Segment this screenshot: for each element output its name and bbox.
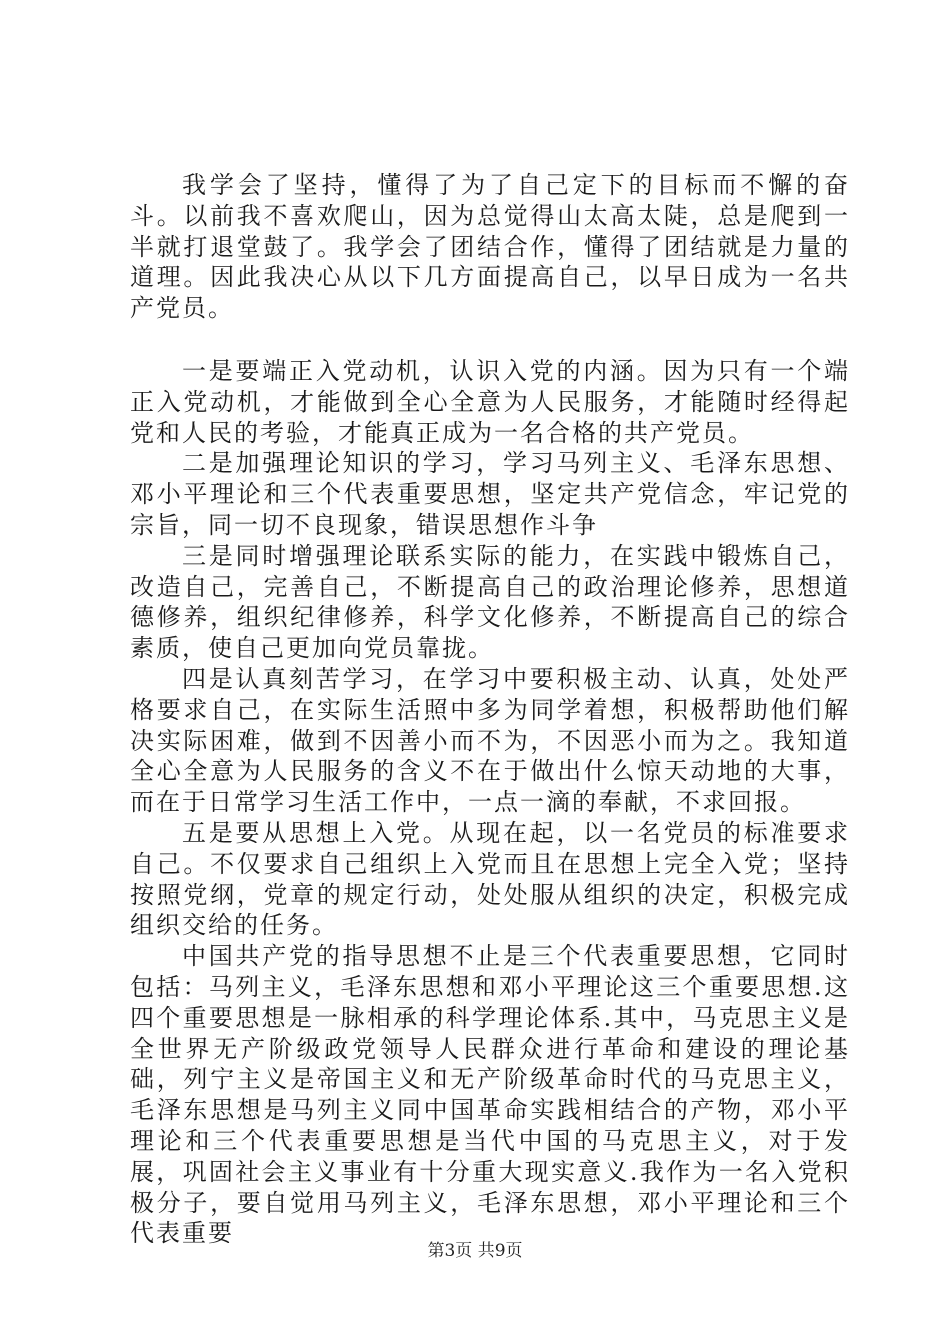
paragraph-spacer: [130, 324, 850, 356]
paragraph-6: 五是要从思想上入党。从现在起，以一名党员的标准要求自己。不仅要求自己组织上入党而且在思想上完全入党；坚持按照党纲，党章的规定行动，处处服从组织的决定，积极完成组织交给的任务。: [130, 818, 850, 940]
paragraph-5: 四是认真刻苦学习，在学习中要积极主动、认真，处处严格要求自己，在实际生活照中多为同学着想，积极帮助他们解决实际困难，做到不因善小而不为，不因恶小而为之。我知道全心全意为人民服务的含义不在于做出什么惊天动地的大事，而在于日常学习生活工作中，一点一滴的奉献，不求回报。: [130, 664, 850, 817]
document-body: [130, 170, 850, 1249]
paragraph-7: 中国共产党的指导思想不止是三个代表重要思想，它同时包括：马列主义，毛泽东思想和邓小平理论这三个重要思想.这四个重要思想是一脉相承的科学理论体系.其中，马克思主义是全世界无产阶级政党领导人民群众进行革命和建设的理论基础，列宁主义是帝国主义和无产阶级革命时代的马克思主义，毛泽东思想是马列主义同中国革命实践相结合的产物，邓小平理论和三个代表重要思想是当代中国的马克思主义，对于发展，巩固社会主义事业有十分重大现实意义.我作为一名入党积极分子，要自觉用马列主义，毛泽东思想，邓小平理论和三个代表重要: [130, 942, 850, 1248]
paragraph-2: 一是要端正入党动机，认识入党的内涵。因为只有一个端正入党动机，才能做到全心全意为人民服务，才能随时经得起党和人民的考验，才能真正成为一名合格的共产党员。: [130, 356, 850, 447]
page-number-footer: 第3页 共9页: [427, 1241, 523, 1261]
paragraph-3: 二是加强理论知识的学习，学习马列主义、毛泽东思想、邓小平理论和三个代表重要思想，坚定共产党信念，牢记党的宗旨，同一切不良现象，错误思想作斗争: [130, 449, 850, 539]
paragraph-4: 三是同时增强理论联系实际的能力，在实践中锻炼自己，改造自己，完善自己，不断提高自己的政治理论修养，思想道德修养，组织纪律修养，科学文化修养，不断提高自己的综合素质，使自己更加向党员靠拢。: [130, 541, 850, 663]
paragraph-1: 我学会了坚持，懂得了为了自己定下的目标而不懈的奋斗。以前我不喜欢爬山，因为总觉得山太高太陡，总是爬到一半就打退堂鼓了。我学会了团结合作，懂得了团结就是力量的道理。因此我决心从以下几方面提高自己，以早日成为一名共产党员。: [130, 171, 850, 323]
